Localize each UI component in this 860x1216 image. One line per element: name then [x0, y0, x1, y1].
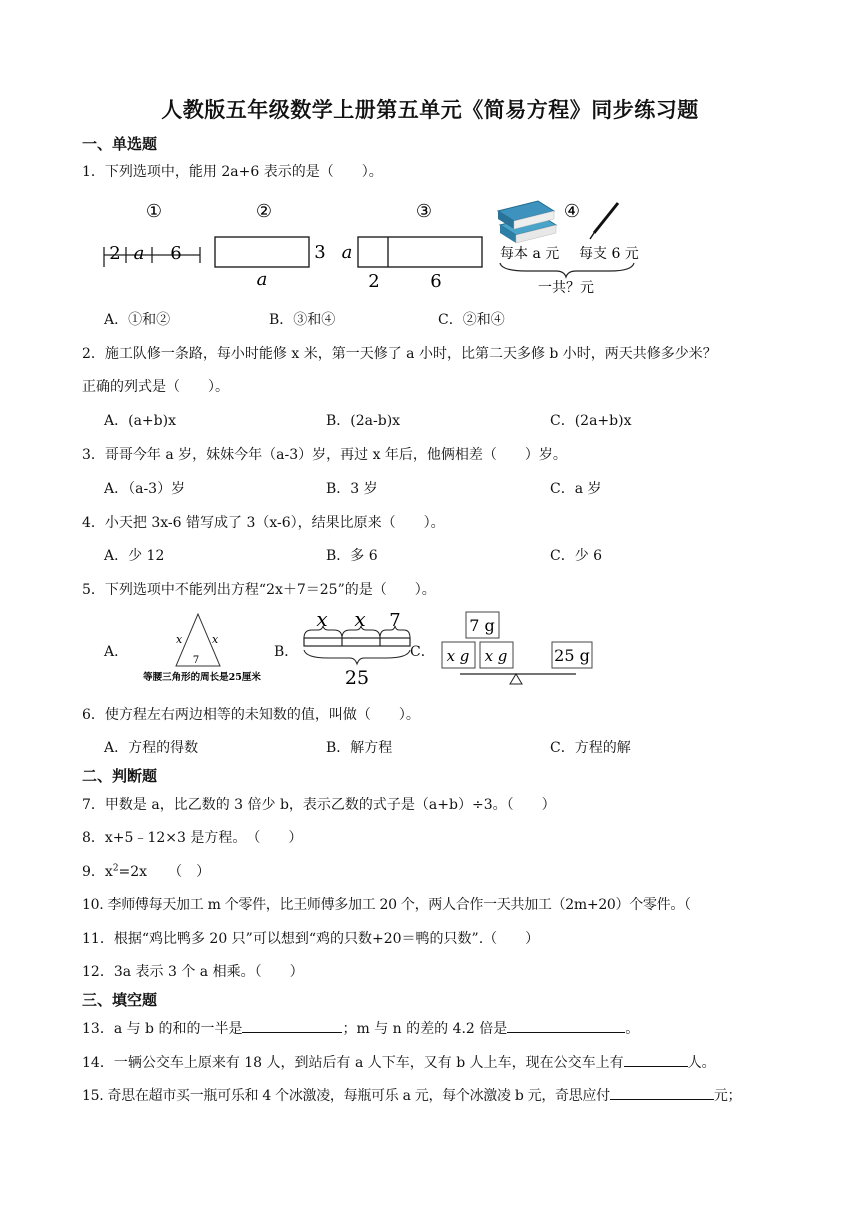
- triangle-side-x-right: x: [212, 633, 219, 646]
- question-14: [82, 1052, 716, 1072]
- fig3-number: ③: [415, 201, 433, 222]
- q13-text-pre: 13．a 与 b 的和的一半是: [82, 1021, 243, 1037]
- q15-blank[interactable]: [610, 1085, 714, 1100]
- q9-exponent: 2: [112, 863, 119, 874]
- weight-xg-2: x g: [484, 647, 508, 665]
- fig2-label-3: 3: [314, 242, 326, 263]
- q4-option-c[interactable]: C．少 6: [550, 548, 603, 564]
- question-7: 7．甲数是 a，比乙数的 3 倍少 b，表示乙数的式子是（a+b）÷3。（ ）: [82, 797, 556, 813]
- q1-option-a[interactable]: A．①和②: [104, 312, 171, 328]
- fig3-label-a: a: [341, 242, 353, 263]
- q3-option-a[interactable]: A．（a-3）岁: [104, 481, 186, 497]
- q3-option-b[interactable]: B．3 岁: [326, 481, 378, 497]
- q4-option-b[interactable]: B．多 6: [326, 548, 378, 564]
- question-11: 11．根据“鸡比鸭多 20 只”可以想到“鸡的只数+20＝鸭的只数”.（ ）: [82, 931, 540, 947]
- q1-option-b[interactable]: B．③和④: [269, 312, 336, 328]
- question-4: 4．小天把 3x-6 错写成了 3（x-6），结果比原来（ ）。: [82, 515, 445, 531]
- bar-label-x1: x: [316, 607, 328, 631]
- q4-option-a[interactable]: A．少 12: [104, 548, 165, 564]
- question-13: [82, 1018, 639, 1038]
- question-10: 10. 李师傅每天加工 m 个零件，比王师傅多加工 20 个，两人合作一天共加工（2m+20）个零件。（: [82, 897, 691, 913]
- q2-option-b[interactable]: B．(2a-b)x: [326, 413, 401, 429]
- triangle-caption: 等腰三角形的周长是25厘米: [143, 672, 261, 683]
- question-5: 5．下列选项中不能列出方程“2x＋7＝25”的是（ ）。: [82, 582, 436, 598]
- q14-text-post: 人。: [687, 1055, 716, 1071]
- bar-label-7: 7: [389, 610, 401, 631]
- question-2-line-2: 正确的列式是（ ）。: [82, 379, 229, 395]
- fig1-label-6: 6: [170, 243, 182, 264]
- weight-xg-1: x g: [446, 647, 470, 665]
- question-6: 6．使方程左右两边相等的未知数的值，叫做（ ）。: [82, 707, 420, 723]
- q6-option-b[interactable]: B．解方程: [326, 740, 393, 756]
- question-2-line-1: 2．施工队修一条路，每小时能修 x 米，第一天修了 a 小时，比第二天多修 b 小时，两天共修多少米？: [82, 346, 717, 362]
- q3-option-c[interactable]: C．a 岁: [550, 481, 602, 497]
- triangle-base-7: 7: [192, 655, 200, 666]
- section-heading-fill-in: 三、填空题: [82, 991, 158, 1009]
- q13-blank-2[interactable]: [507, 1018, 625, 1033]
- fig4-number: ④: [563, 201, 581, 222]
- fig1-label-a: a: [133, 243, 145, 264]
- q5-figure-c: [438, 608, 600, 690]
- section-heading-single-choice: 一、单选题: [82, 135, 158, 153]
- pen-icon: [590, 203, 618, 239]
- q9-text-pre: 9．x: [82, 864, 113, 880]
- question-1: 1．下列选项中，能用 2a+6 表示的是（ ）。: [82, 164, 383, 180]
- q5-option-b[interactable]: B．: [274, 644, 299, 660]
- page-title: 人教版五年级数学上册第五单元《简易方程》同步练习题: [161, 97, 699, 122]
- fig4-book-price: 每本 a 元: [500, 246, 560, 262]
- weight-25g: 25 g: [554, 646, 590, 665]
- q1-figure: [96, 195, 656, 295]
- bar-total-25: 25: [344, 667, 370, 688]
- bar-label-x2: x: [354, 607, 366, 631]
- fig2-label-a: a: [256, 269, 268, 290]
- books-icon: [498, 201, 556, 243]
- fig3-label-6: 6: [430, 271, 442, 292]
- weight-7g: 7 g: [469, 616, 495, 635]
- question-15: [82, 1085, 741, 1105]
- q9-text-post: =2x （ ）: [118, 864, 211, 880]
- q5-figure-b: [298, 606, 418, 688]
- q14-text-pre: 14．一辆公交车上原来有 18 人，到站后有 a 人下车，又有 b 人上车，现在公交车上有: [82, 1055, 624, 1071]
- fig4-pen-price: 每支 6 元: [579, 246, 639, 262]
- q15-text-post: 元；: [713, 1088, 742, 1104]
- q1-option-c[interactable]: C．②和④: [438, 312, 505, 328]
- question-9: [82, 861, 210, 881]
- q5-option-a[interactable]: A．: [104, 644, 129, 660]
- q13-blank-1[interactable]: [242, 1018, 342, 1033]
- question-8: 8．x+5﹣12×3 是方程。 （ ）: [82, 830, 303, 846]
- fig1-label-2: 2: [109, 243, 121, 264]
- q15-text-pre: 15. 奇思在超市买一瓶可乐和 4 个冰激凌，每瓶可乐 a 元，每个冰激凌 b 元，奇思应付: [82, 1088, 610, 1104]
- q2-option-c[interactable]: C．(2a+b)x: [550, 413, 632, 429]
- fig3-label-2: 2: [368, 271, 380, 292]
- q5-figure-a: [122, 610, 282, 686]
- q2-option-a[interactable]: A．(a+b)x: [104, 413, 176, 429]
- section-heading-true-false: 二、判断题: [82, 767, 158, 785]
- q6-option-c[interactable]: C．方程的解: [550, 740, 631, 756]
- question-12: 12．3a 表示 3 个 a 相乘。（ ）: [82, 964, 304, 980]
- question-3: 3．哥哥今年 a 岁，妹妹今年（a-3）岁，再过 x 年后，他俩相差（ ）岁。: [82, 447, 567, 463]
- fig4-total: 一共？元: [538, 280, 594, 295]
- q13-text-post: 。: [625, 1021, 640, 1037]
- q5-option-c[interactable]: C．: [410, 644, 435, 660]
- triangle-side-x-left: x: [176, 633, 183, 646]
- fig1-number: ①: [145, 201, 163, 222]
- q13-text-mid: ；m 与 n 的差的 4.2 倍是: [342, 1021, 508, 1037]
- q14-blank[interactable]: [624, 1052, 688, 1067]
- q6-option-a[interactable]: A．方程的得数: [104, 740, 199, 756]
- fig2-number: ②: [255, 201, 273, 222]
